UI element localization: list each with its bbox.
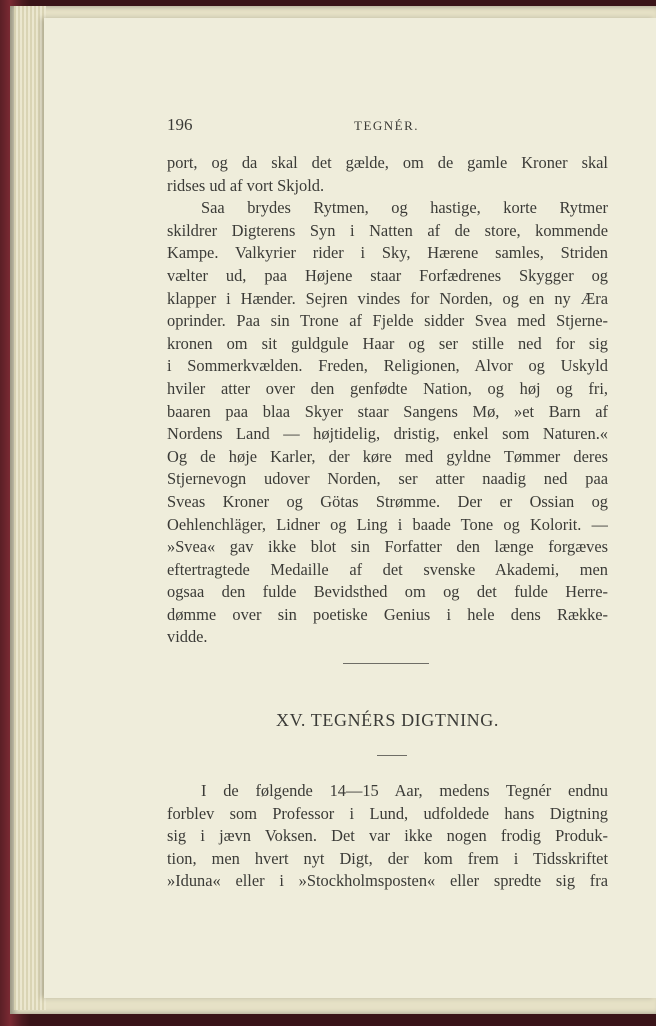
text-line: Sveas Kroner og Götas Strømme. Der er Ossian og [167, 491, 608, 511]
page-edges [14, 6, 46, 1010]
text-line: Og de høje Karler, der køre med gyldne Tømmer deres [167, 446, 608, 466]
text-line: tion, men hvert nyt Digt, der kom frem i Tidsskriftet [167, 848, 608, 868]
text-line: ogsaa den fulde Bevidsthed om og det fulde Herre- [167, 582, 608, 602]
chapter-heading: XV. TEGNÉRS DIGTNING. [276, 710, 499, 730]
running-head [167, 115, 608, 137]
text-line: sig i jævn Voksen. Det var ikke nogen frodig Produk- [167, 826, 608, 846]
text-line: »Svea« gav ikke blot sin Forfatter den længe forgæves [167, 537, 608, 557]
text-line: oprinder. Paa sin Trone af Fjelde sidder Svea med Stjerne- [167, 311, 608, 331]
text-line: dømme over sin poetiske Genius i hele dens Række- [167, 604, 608, 624]
body-text-after-chapter [167, 780, 608, 893]
page-number: 196 [167, 115, 193, 134]
body-text-before-chapter [167, 152, 608, 649]
text-line: forblev som Professor i Lund, udfoldede hans Digtning [167, 803, 608, 823]
text-line: Stjernevogn udover Norden, ser atter naadig ned paa [167, 469, 608, 489]
text-line: ridses ud af vort Skjold. [167, 175, 325, 195]
text-line: eftertragtede Medaille af det svenske Akademi, men [167, 559, 608, 579]
text-line: baaren paa blaa Skyer staar Sangens Mø, »et Barn af [167, 401, 608, 421]
text-line: skildrer Digterens Syn i Natten af de store, kommende [167, 220, 608, 240]
text-line: port, og da skal det gælde, om de gamle Kroner skal [167, 153, 608, 172]
text-line: i Sommerkvælden. Freden, Religionen, Alvor og Uskyld [167, 356, 608, 376]
text-line: »Iduna« eller i »Stockholmsposten« eller spredte sig fra [167, 871, 608, 891]
text-line: Oehlenchläger, Lidner og Ling i baade Tone og Kolorit. — [167, 514, 608, 534]
text-line: I de følgende 14—15 Aar, medens Tegnér endnu [201, 781, 608, 800]
heading-underline [377, 755, 407, 756]
text-line: Kampe. Valkyrier rider i Sky, Hærene samles, Striden [167, 243, 608, 263]
text-line: kronen om sit guldgule Haar og ser stille ned for sig [167, 333, 608, 353]
text-line: vidde. [167, 627, 208, 647]
text-line: hviler atter over den genfødte Nation, og høj og fri, [167, 378, 608, 398]
section-divider [343, 663, 429, 664]
running-title: TEGNÉR. [354, 118, 420, 133]
text-line: vælter ud, paa Højene staar Forfædrenes Skygger og [167, 265, 608, 285]
text-line: klapper i Hænder. Sejren vindes for Norden, og en ny Æra [167, 288, 608, 308]
text-line: Saa brydes Rytmen, og hastige, korte Rytmer [201, 198, 608, 218]
text-line: Nordens Land — højtidelig, dristig, enkel som Naturen.« [167, 424, 608, 444]
